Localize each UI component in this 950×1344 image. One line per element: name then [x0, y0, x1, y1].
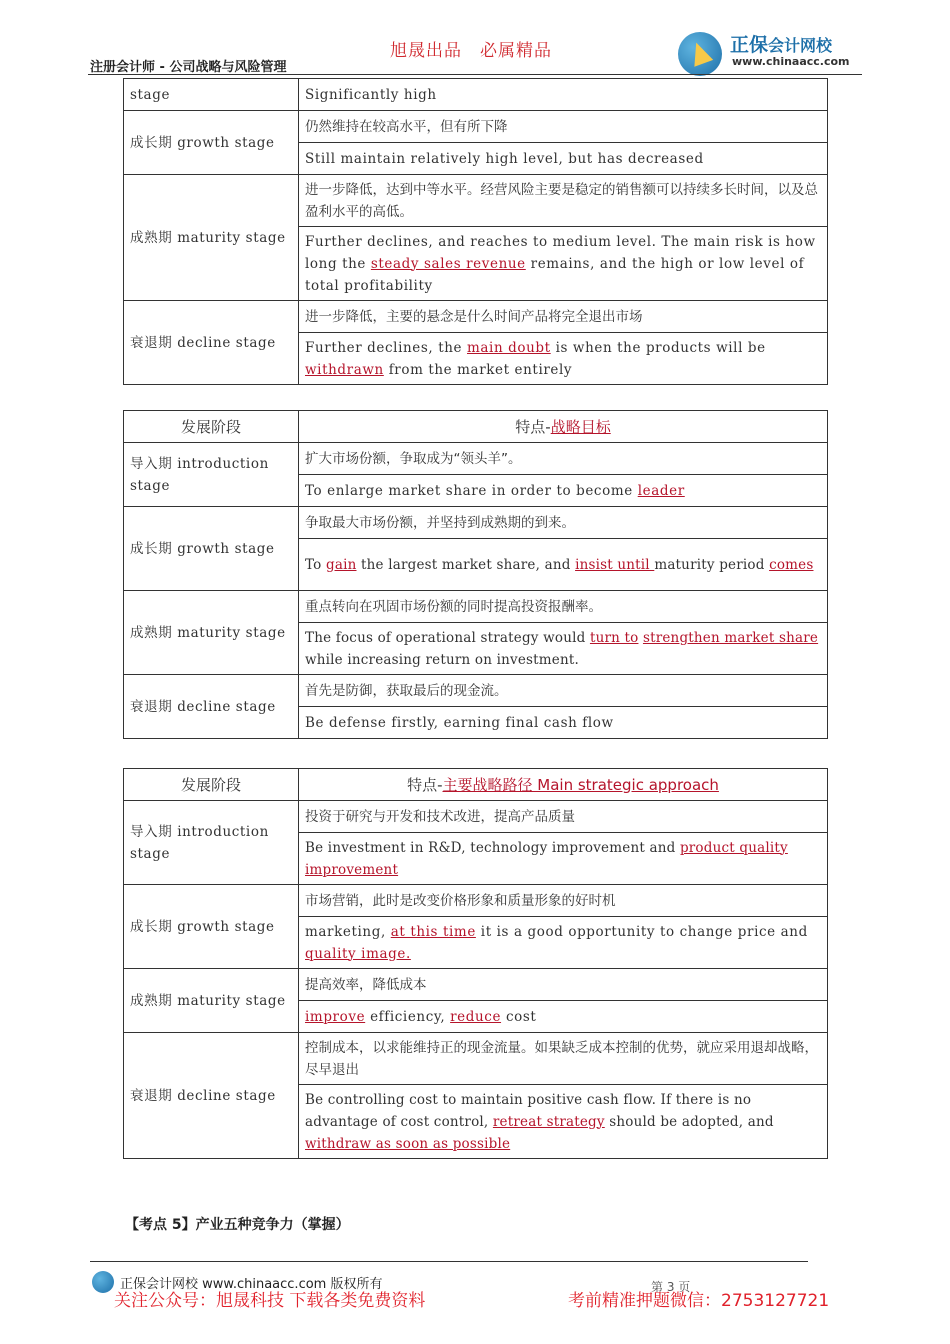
- logo-name-main: 正保: [730, 34, 769, 56]
- strategic-objective-table: [123, 410, 828, 739]
- highlight-term: product quality improvement: [305, 839, 788, 878]
- english-cell: [299, 333, 828, 385]
- chinese-cell: 进一步降低，主要的悬念是什么时间产品将完全退出市场: [299, 301, 828, 333]
- text: Further declines, and reaches to medium level. The main risk is how long the: [305, 233, 816, 272]
- slogan: [390, 36, 552, 61]
- text: while increasing return on investment.: [305, 651, 580, 668]
- chinese-cell: 控制成本，以求能维持正的现金流量。如果缺乏成本控制的优势，就应采用退却战略，尽早退出: [299, 1033, 828, 1085]
- text: To: [305, 556, 326, 573]
- chinese-cell: 投资于研究与开发和技术改进，提高产品质量: [299, 801, 828, 833]
- text: remains, and the high or low level of total profitability: [305, 255, 805, 294]
- text: is when the products will be: [550, 339, 766, 356]
- chinese-cell: 市场营销，此时是改变价格形象和质量形象的好时机: [299, 885, 828, 917]
- highlight-term: retreat strategy: [492, 1113, 605, 1130]
- english-cell: Be defense firstly, earning final cash flow: [299, 707, 828, 739]
- table-row: [124, 969, 828, 1001]
- english-cell: [299, 833, 828, 885]
- slogan-part-1: 旭晟出品: [390, 41, 462, 61]
- english-cell: [299, 227, 828, 301]
- chinese-cell: 提高效率，降低成本: [299, 969, 828, 1001]
- table-row: [124, 1033, 828, 1085]
- risk-table: [123, 78, 828, 385]
- header-divider: [88, 74, 862, 75]
- table-row: [124, 675, 828, 707]
- section-heading: 【考点 5】产业五种竞争力（掌握）: [125, 1217, 350, 1233]
- text: maturity period: [654, 556, 770, 573]
- footer-copyright: 正保会计网校 www.chinaacc.com 版权所有: [120, 1277, 383, 1292]
- highlight-term: 主要战略路径 Main strategic approach: [442, 775, 719, 794]
- chinese-cell: 重点转向在巩固市场份额的同时提高投资报酬率。: [299, 591, 828, 623]
- text: the largest market share, and: [356, 556, 576, 573]
- stage-cell: 成长期 growth stage: [124, 885, 299, 969]
- table-row: [124, 79, 828, 111]
- stage-cell: stage: [124, 79, 299, 111]
- highlight-term: quality image.: [305, 945, 411, 962]
- stage-cell: 成熟期 maturity stage: [124, 175, 299, 301]
- highlight-term: insist until: [575, 556, 655, 573]
- table-row: [124, 443, 828, 475]
- table-row: [124, 591, 828, 623]
- highlight-term: improve: [305, 1008, 366, 1025]
- chinese-cell: 首先是防御，获取最后的现金流。: [299, 675, 828, 707]
- english-cell: Significantly high: [299, 79, 828, 111]
- highlight-term: leader: [637, 482, 685, 499]
- footer-logo-icon: [92, 1271, 114, 1293]
- page-number: 第 3 页: [651, 1280, 691, 1294]
- chinaacc-logo: [678, 30, 868, 76]
- text: Be controlling cost to maintain positive cash flow. If there is no advantage of cost control,: [305, 1091, 752, 1130]
- text: it is a good opportunity to change price and: [475, 923, 808, 940]
- highlight-term: main doubt: [467, 339, 551, 356]
- table-row: [124, 111, 828, 143]
- english-cell: [299, 917, 828, 969]
- english-cell: [299, 539, 828, 591]
- logo-emblem-icon: [678, 32, 722, 76]
- text: marketing,: [305, 923, 391, 940]
- column-header-stage: 发展阶段: [124, 769, 299, 801]
- column-header-characteristic: [299, 411, 828, 443]
- highlight-term: withdraw as soon as possible: [305, 1135, 511, 1152]
- english-cell: Still maintain relatively high level, but has decreased: [299, 143, 828, 175]
- chinese-cell: 争取最大市场份额，并坚持到成熟期的到来。: [299, 507, 828, 539]
- page-header: [0, 0, 950, 80]
- table-header-row: [124, 769, 828, 801]
- highlight-term: turn to: [589, 629, 639, 646]
- text: efficiency,: [365, 1008, 451, 1025]
- logo-name: [730, 30, 832, 57]
- text: 特点-: [515, 417, 551, 436]
- footer-divider: [90, 1261, 808, 1262]
- chinese-cell: 进一步降低，达到中等水平。经营风险主要是稳定的销售额可以持续多长时间，以及总盈利水平的高低。: [299, 175, 828, 227]
- slogan-part-2: 必属精品: [480, 41, 552, 61]
- highlight-term: strengthen market share: [642, 629, 819, 646]
- logo-name-sub: 会计网校: [768, 36, 833, 55]
- highlight-term: 战略目标: [550, 417, 611, 436]
- stage-cell: 导入期 introduction stage: [124, 443, 299, 507]
- english-cell: [299, 1001, 828, 1033]
- column-header-characteristic: [299, 769, 828, 801]
- text: from the market entirely: [383, 361, 573, 378]
- table-row: [124, 507, 828, 539]
- table-row: [124, 885, 828, 917]
- stage-cell: 衰退期 decline stage: [124, 675, 299, 739]
- stage-cell: 成长期 growth stage: [124, 111, 299, 175]
- table-row: [124, 801, 828, 833]
- text: 特点-: [407, 775, 443, 794]
- english-cell: [299, 623, 828, 675]
- stage-cell: 成熟期 maturity stage: [124, 969, 299, 1033]
- highlight-term: steady sales revenue: [370, 255, 526, 272]
- highlight-term: at this time: [390, 923, 476, 940]
- stage-cell: 成长期 growth stage: [124, 507, 299, 591]
- english-cell: [299, 1085, 828, 1159]
- chinese-cell: 仍然维持在较高水平，但有所下降: [299, 111, 828, 143]
- watermark-left: 关注公众号：旭晟科技 下载各类免费资料: [114, 1291, 426, 1311]
- stage-cell: 导入期 introduction stage: [124, 801, 299, 885]
- highlight-term: comes: [769, 556, 814, 573]
- logo-url: www.chinaacc.com: [732, 55, 850, 68]
- table-row: [124, 301, 828, 333]
- strategic-approach-table: [123, 768, 828, 1159]
- stage-cell: 衰退期 decline stage: [124, 301, 299, 385]
- text: should be adopted, and: [604, 1113, 774, 1130]
- highlight-term: withdrawn: [305, 361, 384, 378]
- english-cell: [299, 475, 828, 507]
- highlight-term: reduce: [450, 1008, 502, 1025]
- text: Further declines, the: [305, 339, 467, 356]
- text: The focus of operational strategy would: [305, 629, 590, 646]
- text: cost: [501, 1008, 537, 1025]
- stage-cell: 成熟期 maturity stage: [124, 591, 299, 675]
- document-title: 注册会计师 - 公司战略与风险管理: [90, 60, 287, 75]
- watermark-right: 考前精准押题微信：2753127721: [568, 1291, 830, 1311]
- text: To enlarge market share in order to become: [305, 482, 638, 499]
- text: Be investment in R&D, technology improvement and: [305, 839, 680, 856]
- stage-cell: 衰退期 decline stage: [124, 1033, 299, 1159]
- table-header-row: [124, 411, 828, 443]
- chinese-cell: 扩大市场份额，争取成为“领头羊”。: [299, 443, 828, 475]
- highlight-term: gain: [325, 556, 357, 573]
- column-header-stage: 发展阶段: [124, 411, 299, 443]
- table-row: [124, 175, 828, 227]
